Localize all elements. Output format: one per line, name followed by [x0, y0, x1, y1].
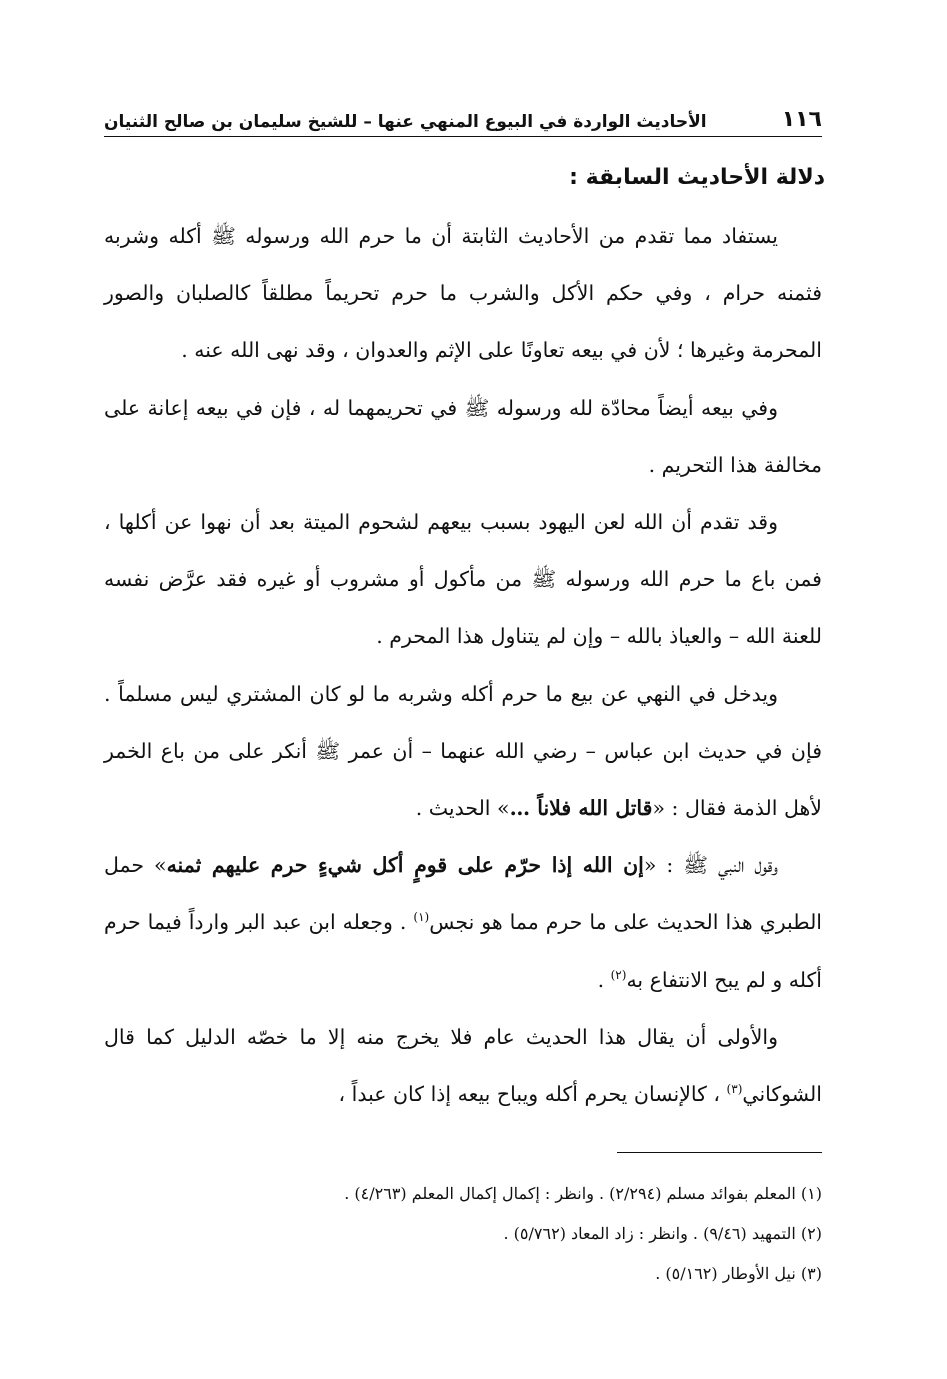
section-heading: دلالة الأحاديث السابقة :: [569, 165, 825, 190]
paragraph-2: وفي بيعه أيضاً محادّة لله ورسوله ﷺ في تحريمهما له ، فإن في بيعه إعانة على مخالفة هذا التحريم .: [104, 395, 822, 477]
paragraph-5-text-a: وقول النبي ﷺ : «: [643, 853, 779, 878]
hadith-quote-2: إن الله إذا حرّم على قومٍ أكل شيءٍ حرم عليهم ثمنه: [166, 853, 644, 878]
paragraph-5: [104, 837, 822, 1009]
hadith-quote-1: قاتل الله فلاناً …: [509, 796, 653, 821]
footnote-ref-1[interactable]: (١): [413, 910, 430, 925]
body-text: [104, 208, 822, 1123]
paragraph-4-text-b: » الحديث .: [415, 796, 510, 821]
paragraph-4: [104, 666, 822, 838]
page-header: [104, 98, 822, 137]
paragraph-6-text-a: والأولى أن يقال هذا الحديث عام فلا يخرج منه إلا ما خصّه الدليل كما قال الشوكاني: [104, 1024, 822, 1107]
paragraph-4-text-a: ويدخل في النهي عن بيع ما حرم أكله وشربه ما لو كان المشتري ليس مسلماً . فإن في حديث ابن عباس – رضي الله عنهما – أن عمر ﷺ أنكر على من باع الخمر لأهل الذمة فقال : «: [104, 681, 822, 821]
footnote-1: (١) المعلم بفوائد مسلم (٢/٢٩٤) . وانظر : إكمال إكمال المعلم (٤/٢٦٣) .: [344, 1184, 822, 1203]
paragraph-6: [104, 1009, 822, 1123]
paragraph-5-text-c: . وجعله ابن عبد البر وارداً فيما حرم أكله و لم يبح الانتفاع به: [104, 910, 822, 992]
footnotes: [122, 1174, 822, 1294]
footnote-ref-3[interactable]: (٣): [726, 1082, 743, 1097]
footnote-3: (٣) نيل الأوطار (٥/١٦٢) .: [655, 1264, 822, 1283]
footnote-2: (٢) التمهيد (٩/٤٦) . وانظر : زاد المعاد (٥/٧٦٢) .: [503, 1224, 822, 1243]
paragraph-5-text-d: .: [597, 967, 611, 992]
paragraph-5-text-b: » حمل الطبري هذا الحديث على ما حرم مما هو نجس: [104, 853, 823, 935]
footnote-separator: [617, 1152, 822, 1153]
running-title: الأحاديث الواردة في البيوع المنهي عنها – للشيخ سليمان بن صالح الثنيان: [104, 112, 707, 132]
page-number: ١١٦: [781, 107, 822, 132]
paragraph-1: يستفاد مما تقدم من الأحاديث الثابتة أن ما حرم الله ورسوله ﷺ أكله وشربه فثمنه حرام ، وفي حكم الأكل والشرب ما حرم تحريماً مطلقاً كالصلبان والصور المحرمة وغيرها ؛ لأن في بيعه تعاونًا على الإثم والعدوان ، وقد نهى الله عنه .: [104, 224, 822, 363]
paragraph-3: وقد تقدم أن الله لعن اليهود بسبب بيعهم لشحوم الميتة بعد أن نهوا عن أكلها ، فمن باع ما حرم الله ورسوله ﷺ من مأكول أو مشروب أو غيره فقد عرَّض نفسه للعنة الله – والعياذ بالله – وإن لم يتناول هذا المحرم .: [104, 510, 822, 649]
paragraph-6-text-b: ، كالإنسان يحرم أكله ويباح بيعه إذا كان عبداً ،: [338, 1082, 727, 1107]
footnote-ref-2[interactable]: (٢): [610, 967, 627, 982]
